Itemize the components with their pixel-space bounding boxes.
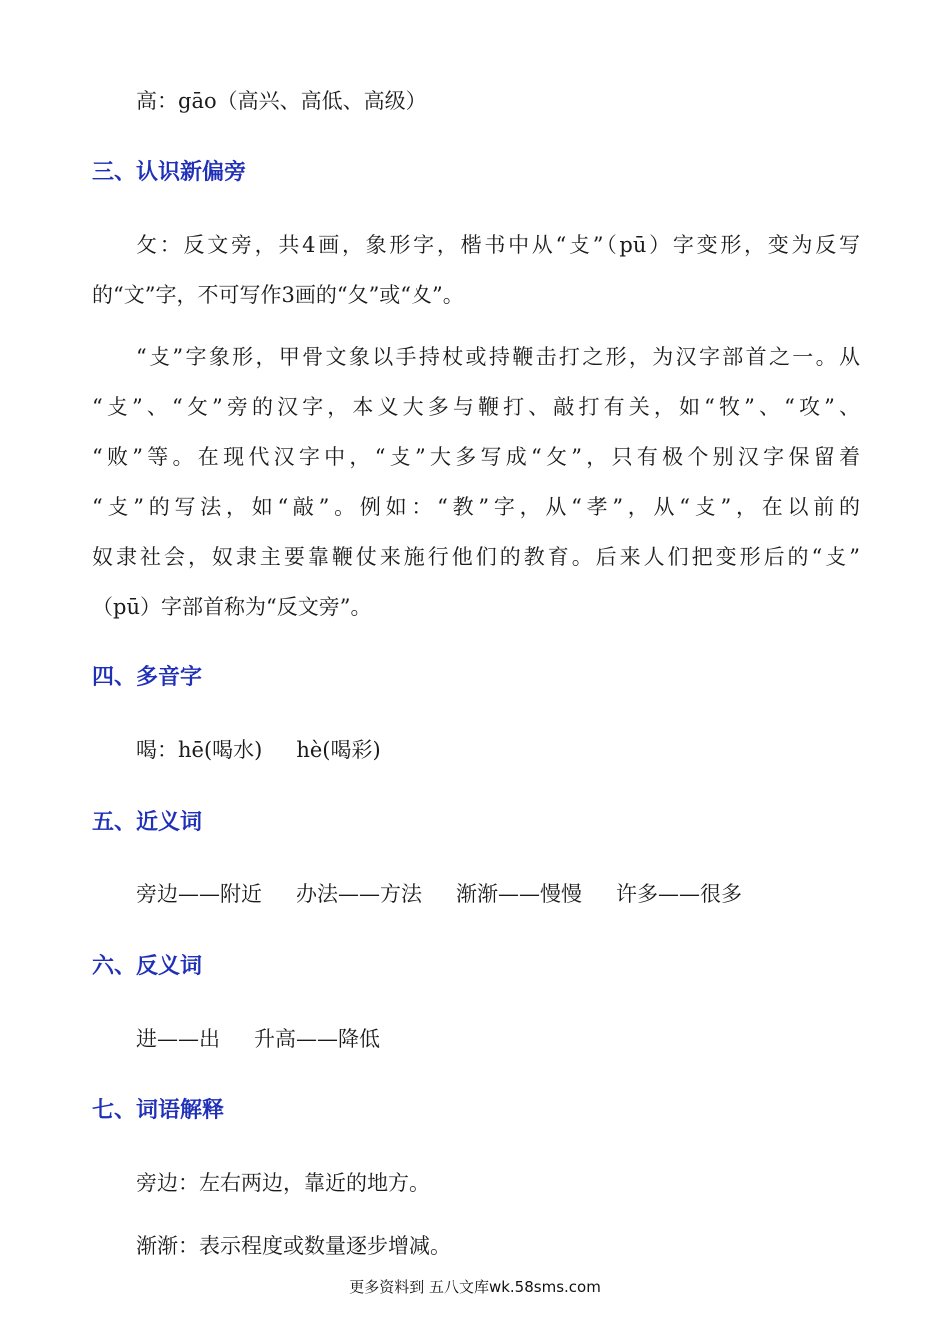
antonym-pair: 进——出 (136, 1027, 220, 1051)
antonym-pairs-line (136, 1024, 380, 1054)
gao-pronunciation-line: 高：gāo（高兴、高低、高级） (136, 89, 427, 113)
synonym-pair: 办法——方法 (296, 882, 422, 906)
paragraph-line: （pū）字部首称为“反文旁”。 (92, 595, 372, 619)
paragraph-line: “败”等。在现代汉字中，“攴”大多写成“攵”，只有极个别汉字保留着 (92, 445, 860, 469)
antonym-pair: 升高——降低 (254, 1027, 380, 1051)
paragraph-line: “攴”、“攵”旁的汉字，本义大多与鞭打、敲打有关，如“牧”、“攻”、 (92, 395, 860, 419)
synonym-pair: 渐渐——慢慢 (456, 882, 582, 906)
section-heading-word-explanations: 七、词语解释 (92, 1098, 225, 1123)
section-heading-synonyms: 五、近义词 (92, 810, 203, 835)
paragraph-line: “攴”的写法，如“敲”。例如：“教”字，从“孝”，从“攴”，在以前的 (92, 495, 860, 519)
radical-definition-paragraph (92, 220, 860, 320)
polyphone-line (136, 735, 381, 765)
word-explanation-item: 旁边：左右两边，靠近的地方。 (136, 1171, 430, 1195)
synonym-pair: 许多——很多 (616, 882, 742, 906)
footer-source-link[interactable]: 更多资料到 五八文库wk.58sms.com (349, 1278, 601, 1296)
paragraph-line: “攴”字象形，甲骨文象以手持杖或持鞭击打之形，为汉字部首之一。从 (136, 345, 860, 369)
synonym-pair: 旁边——附近 (136, 882, 262, 906)
section-heading-new-radical: 三、认识新偏旁 (92, 160, 247, 185)
paragraph-line: 的“文”字，不可写作3画的“夂”或“夊”。 (92, 283, 464, 307)
radical-history-paragraph (92, 332, 860, 632)
word-explanation-item: 渐渐：表示程度或数量逐步增减。 (136, 1234, 451, 1258)
paragraph-line: 攵：反文旁，共4画，象形字，楷书中从“攴”（pū）字变形，变为反写 (136, 233, 860, 257)
section-heading-polyphone: 四、多音字 (92, 665, 203, 690)
polyphone-he1: 喝：hē(喝水) (136, 738, 263, 762)
synonym-pairs-line (136, 879, 742, 909)
paragraph-line: 奴隶社会，奴隶主要靠鞭仗来施行他们的教育。后来人们把变形后的“攴” (92, 545, 860, 569)
section-heading-antonyms: 六、反义词 (92, 954, 203, 979)
polyphone-he4: hè(喝彩) (296, 738, 381, 762)
